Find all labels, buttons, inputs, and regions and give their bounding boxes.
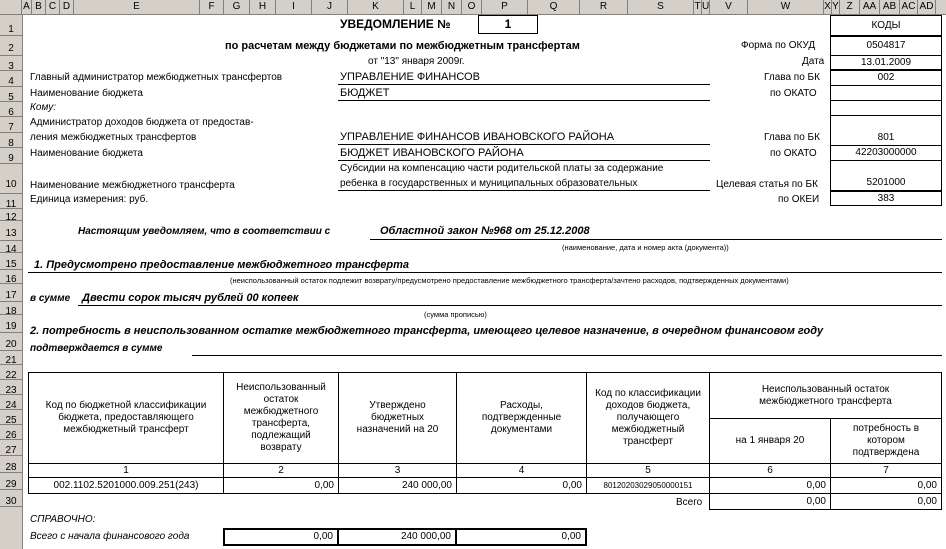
column-header-p[interactable]: P [482,0,528,14]
glava1-label: Глава по БК [764,72,820,83]
row-header-11[interactable]: 11 [0,194,22,209]
empty-code-box [830,100,942,116]
ytd-expenses[interactable]: 0,00 [455,528,587,546]
column-header-f[interactable]: F [200,0,224,14]
transfer-value-2: ребенка в государственных и муниципальных образовательных [340,178,638,189]
th-expenses: Расходы, подтвержденные документами [456,372,587,464]
recipient-value: УПРАВЛЕНИЕ ФИНАНСОВ ИВАНОВСКОГО РАЙОНА [340,131,615,143]
to-label: Кому: [30,102,56,113]
row-header-9[interactable]: 9 [0,148,22,164]
row-header-6[interactable]: 6 [0,102,22,117]
th-approved: Утверждено бюджетных назначений на 20 [338,372,457,464]
target-label: Целевая статья по БК [716,179,818,190]
column-header-m[interactable]: M [422,0,442,14]
col-num-1: 1 [28,463,224,478]
okato1-label: по ОКАТО [770,88,817,99]
row-header-3[interactable]: 3 [0,56,22,71]
budget-value: БЮДЖЕТ [340,87,390,99]
sum-words: Двести сорок тысяч рублей 00 копеек [82,292,299,304]
column-header-y[interactable]: Y [832,1,839,12]
row-income-code[interactable]: 80120203029050000151 [586,477,710,494]
row-header-29[interactable]: 29 [0,473,22,490]
column-header-x[interactable]: X [824,1,831,12]
col-num-7: 7 [830,463,942,478]
row-header-bar [0,15,23,549]
column-header-i[interactable]: I [276,0,312,14]
column-header-z[interactable]: Z [840,0,860,14]
admin-value: УПРАВЛЕНИЕ ФИНАНСОВ [340,71,480,83]
column-header-ad[interactable]: AD [918,0,936,14]
row-header-16[interactable]: 16 [0,270,22,284]
column-header-c[interactable]: C [46,0,60,14]
row-header-7[interactable]: 7 [0,117,22,133]
column-header-h[interactable]: H [250,0,276,14]
sum-label: в сумме [30,293,71,304]
ytd-unused[interactable]: 0,00 [223,528,339,546]
column-header-v[interactable]: V [710,0,748,14]
row-header-23[interactable]: 23 [0,380,22,395]
recipient-label-2: ления межбюджетных трансфертов [30,132,197,143]
row-budget-code[interactable]: 002.1102.5201000.009.251(243) [28,477,224,494]
notice-number: 1 [478,15,538,34]
codes-header: КОДЫ [830,15,942,36]
column-header-a[interactable]: A [22,0,32,14]
row-header-17[interactable]: 17 [0,284,22,302]
column-header-t[interactable]: T [694,1,701,12]
row-unused[interactable]: 0,00 [223,477,339,494]
admin-label: Главный администратор межбюджетных трансфертов [30,72,283,83]
column-header-k[interactable]: K [348,0,404,14]
row-header-2[interactable]: 2 [0,36,22,56]
notice-date: от "13" января 2009г. [368,56,465,67]
row-header-1[interactable]: 1 [0,15,22,36]
row-header-14[interactable]: 14 [0,241,22,253]
column-header-r[interactable]: R [580,0,628,14]
column-header-g[interactable]: G [224,0,250,14]
column-header-ab[interactable]: AB [880,0,900,14]
row-header-12[interactable]: 12 [0,209,22,221]
budget2-label: Наименование бюджета [30,148,143,159]
th-jan1: на 1 января 20 [709,418,831,464]
transfer-label: Наименование межбюджетного трансферта [30,180,235,191]
budget-label: Наименование бюджета [30,88,143,99]
okato1-value [830,85,942,101]
column-header-j[interactable]: J [312,0,348,14]
row-header-28[interactable]: 28 [0,456,22,473]
glava2-value: 801 [830,115,942,146]
row-header-26[interactable]: 26 [0,425,22,440]
recipient-label-1: Администратор доходов бюджета от предостав- [30,117,254,128]
row-header-5[interactable]: 5 [0,87,22,102]
row-expenses[interactable]: 0,00 [456,477,587,494]
col-num-2: 2 [223,463,339,478]
column-header-w[interactable]: W [748,0,824,14]
row-approved[interactable]: 240 000,00 [338,477,457,494]
transfer-value-1: Субсидии на компенсацию части родительской платы за содержание [340,163,664,174]
row-header-20[interactable]: 20 [0,333,22,351]
column-header-q[interactable]: Q [528,0,580,14]
row-header-22[interactable]: 22 [0,365,22,380]
date-value: 13.01.2009 [830,55,942,70]
row-header-4[interactable]: 4 [0,71,22,87]
row-header-15[interactable]: 15 [0,253,22,270]
total-needed[interactable]: 0,00 [830,493,942,510]
column-header-aa[interactable]: AA [860,0,880,14]
column-header-d[interactable]: D [60,0,74,14]
column-header-n[interactable]: N [442,0,462,14]
okei-value: 383 [830,191,942,206]
column-header-ac[interactable]: AC [900,0,918,14]
notice-subtitle: по расчетам между бюджетами по межбюджетным трансфертам [225,40,580,52]
notify-text: Настоящим уведомляем, что в соответствии с [78,226,331,237]
column-header-o[interactable]: O [462,0,482,14]
item2-text: 2. потребность в неиспользованном остатке межбюджетного трансферта, имеющего целевое назначение, в очередном финансовом году [30,325,824,337]
th-unused-balance: Неиспользованный остаток межбюджетного трансферта [709,372,942,419]
row-header-13[interactable]: 13 [0,221,22,241]
reference-label: СПРАВОЧНО: [30,514,96,525]
row-header-27[interactable]: 27 [0,440,22,456]
row-header-8[interactable]: 8 [0,133,22,148]
item1-hint: (неиспользованный остаток подлежит возврату/предусмотрено предоставление межбюджетного трансферта/зачтено расходов, подтвержденных документами) [230,276,789,285]
th-unused-return: Неиспользованный остаток межбюджетного трансферта, подлежащий возврату [223,372,339,464]
select-all-corner[interactable] [0,0,22,14]
column-header-u[interactable]: U [702,1,710,12]
row-header-18[interactable]: 18 [0,302,22,315]
row-header-30[interactable]: 30 [0,490,22,507]
law-hint: (наименование, дата и номер акта (документа)) [562,243,729,252]
row-header-19[interactable]: 19 [0,315,22,333]
column-header-l[interactable]: L [404,0,422,14]
unit-label: Единица измерения: руб. [30,194,149,205]
total-jan1[interactable]: 0,00 [709,493,831,510]
budget2-value: БЮДЖЕТ ИВАНОВСКОГО РАЙОНА [340,147,524,159]
item2-b-text: подтверждается в сумме [30,343,163,354]
row-header-21[interactable]: 21 [0,351,22,365]
th-income-code: Код по классификации доходов бюджета, получающего межбюджетный трансферт [586,372,710,464]
okei-label: по ОКЕИ [778,194,820,205]
row-header-25[interactable]: 25 [0,410,22,425]
column-header-b[interactable]: B [32,0,46,14]
row-header-24[interactable]: 24 [0,395,22,410]
sum-hint: (сумма прописью) [424,310,487,319]
col-num-4: 4 [456,463,587,478]
okato2-label: по ОКАТО [770,148,817,159]
law-value: Областной закон №968 от 25.12.2008 [380,225,590,237]
target-value: 5201000 [830,160,942,191]
okato2-value: 42203000000 [830,145,942,161]
row-header-10[interactable]: 10 [0,164,22,194]
column-header-s[interactable]: S [628,0,694,14]
ytd-approved[interactable]: 240 000,00 [337,528,457,546]
okud-value: 0504817 [830,36,942,56]
date-label: Дата [802,56,825,67]
th-needed: потребность в котором подтверждена [830,418,942,464]
okud-label: Форма по ОКУД [741,40,816,51]
ytd-label: Всего с начала финансового года [30,531,190,542]
row-jan1[interactable]: 0,00 [709,477,831,494]
glava1-value: 002 [830,70,942,86]
total-label: Всего [676,497,703,508]
item1-text: 1. Предусмотрено предоставление межбюджетного трансферта [34,259,410,271]
col-num-5: 5 [586,463,710,478]
glava2-label: Глава по БК [764,132,820,143]
th-budget-code: Код по бюджетной классификации бюджета, предоставляющего межбюджетный трансферт [28,372,224,464]
column-header-e[interactable]: E [74,0,200,14]
column-header-bar [0,0,946,15]
notice-title: УВЕДОМЛЕНИЕ № [340,17,451,31]
col-num-6: 6 [709,463,831,478]
col-num-3: 3 [338,463,457,478]
row-needed[interactable]: 0,00 [830,477,942,494]
